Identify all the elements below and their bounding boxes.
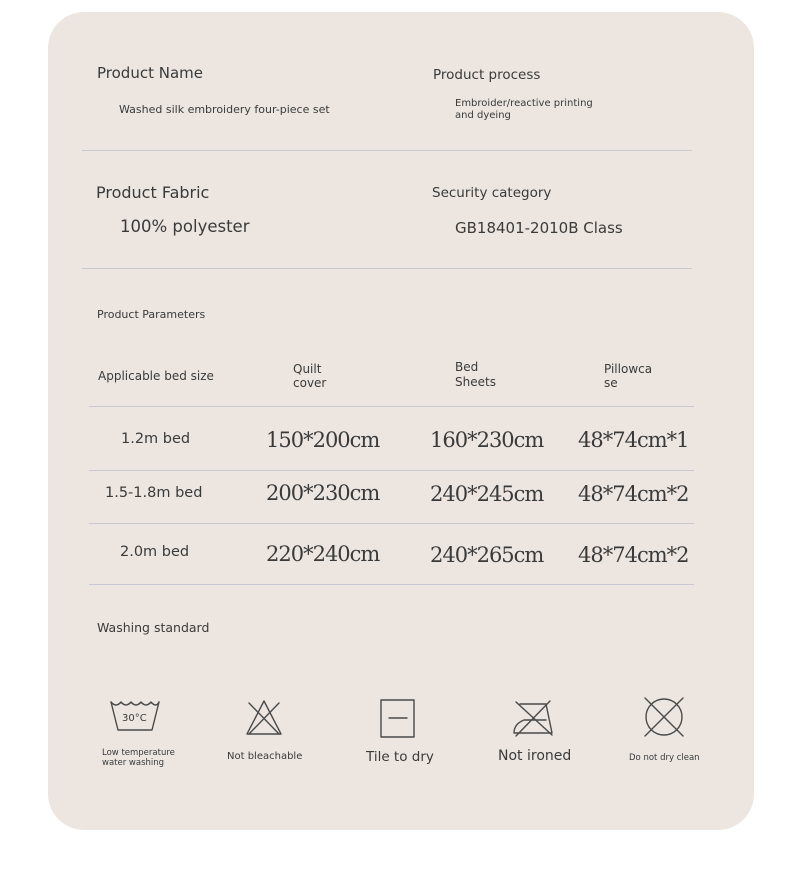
parameters-title: Product Parameters <box>97 308 206 321</box>
washing-title: Washing standard <box>97 620 210 635</box>
table-divider <box>89 523 694 524</box>
table-row-size: 1.2m bed <box>121 431 191 447</box>
product-name-value: Washed silk embroidery four-piece set <box>119 103 330 116</box>
no-dry-clean-icon <box>642 695 686 739</box>
table-row-quilt: 150*200cm <box>266 428 380 452</box>
divider <box>82 150 692 151</box>
no-dry-clean-label: Do not dry clean <box>629 753 700 763</box>
product-fabric-value: 100% polyester <box>120 217 250 236</box>
wash-label: Low temperature water washing <box>102 748 175 768</box>
no-iron-icon <box>510 698 556 738</box>
table-divider <box>89 470 694 471</box>
table-row-size: 1.5-1.8m bed <box>105 485 203 501</box>
security-category-value: GB18401-2010B Class <box>455 219 623 237</box>
table-divider <box>89 406 694 407</box>
table-row-pillow: 48*74cm*2 <box>578 482 689 506</box>
table-row-sheets: 240*245cm <box>430 482 544 506</box>
table-row-size: 2.0m bed <box>120 544 190 560</box>
wash-temperature: 30°C <box>122 713 147 724</box>
header-bed-size: Applicable bed size <box>98 369 214 383</box>
flat-dry-label: Tile to dry <box>366 749 434 765</box>
header-bed-sheets: Bed Sheets <box>455 360 496 389</box>
table-row-sheets: 160*230cm <box>430 428 544 452</box>
table-row-quilt: 220*240cm <box>266 542 380 566</box>
product-fabric-label: Product Fabric <box>96 183 210 202</box>
table-row-pillow: 48*74cm*1 <box>578 428 689 452</box>
no-bleach-icon <box>244 698 284 738</box>
header-pillowcase: Pillowca se <box>604 362 653 390</box>
product-name-label: Product Name <box>97 64 203 82</box>
product-process-value: Embroider/reactive printing and dyeing <box>455 98 593 121</box>
table-row-quilt: 200*230cm <box>266 481 380 505</box>
table-row-pillow: 48*74cm*2 <box>578 543 689 567</box>
header-quilt-cover: Quilt cover <box>293 362 327 390</box>
no-iron-label: Not ironed <box>498 748 572 764</box>
product-process-label: Product process <box>433 67 541 83</box>
divider <box>82 268 692 269</box>
table-row-sheets: 240*265cm <box>430 543 544 567</box>
security-category-label: Security category <box>432 185 552 201</box>
table-divider <box>89 584 694 585</box>
no-bleach-label: Not bleachable <box>227 751 303 762</box>
flat-dry-icon <box>380 699 416 739</box>
